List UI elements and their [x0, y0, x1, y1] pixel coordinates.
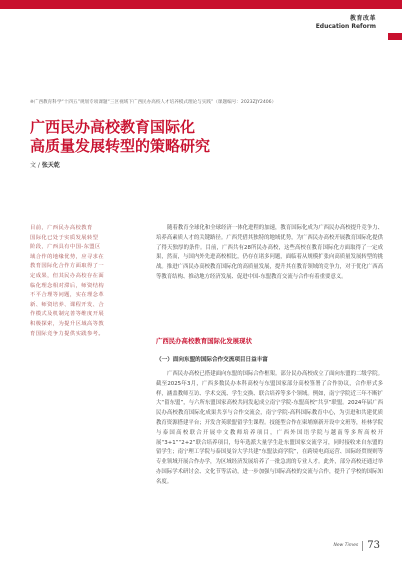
abstract-line: 教育国际化合作方面取得了一 — [30, 263, 105, 270]
author-line — [30, 160, 60, 169]
section-label — [316, 15, 376, 31]
section-label-en: Education Reform — [315, 23, 376, 30]
abstract-line: 作模式及机制完善等维度开展 — [30, 311, 105, 318]
section-label-cn: 教育改革 — [349, 15, 376, 22]
section-heading: 广西民办高校教育国际化发展现状 — [156, 337, 252, 345]
abstract-line: 育国际竞争力提供实践参考。 — [30, 330, 105, 337]
abstract-block — [30, 224, 148, 337]
abstract-line: 新、师资培养、课程开发、合 — [30, 301, 105, 308]
title-line-2: 高质量发展转型的策略研究 — [30, 137, 211, 155]
page-footer — [334, 540, 380, 551]
author-prefix: 文 / — [30, 162, 40, 169]
main-body — [156, 370, 383, 488]
abstract-line: 域合作的地缘优势，应寻求在 — [30, 253, 105, 260]
title-line-1: 广西民办高校教育国际化 — [30, 118, 196, 136]
footer-brand: New Times — [333, 543, 359, 548]
footer-divider — [362, 541, 363, 551]
abstract-line: 临化理念相对滞后，师资结构 — [30, 282, 105, 289]
intro-body — [156, 224, 383, 283]
abstract-line: 定成果，但其民办高校存在面 — [30, 272, 105, 279]
top-accent-band — [0, 0, 402, 9]
article-title — [30, 118, 370, 156]
abstract-line: 阶段，广西具有中国-东盟区 — [30, 244, 101, 251]
page-number: 73 — [367, 540, 380, 551]
abstract-line: 不平合理等问题，实在理念革 — [30, 292, 105, 299]
abstract-line: 国际化已处于实质发展转型 — [30, 234, 99, 241]
fund-note: ※广西教育科学“十四五”规划专项课题“三区视域下广西民办高校人才培养模式理论与实践”（课题编号：2023ZJY2406） — [30, 100, 277, 105]
author-name: 张天乾 — [41, 162, 60, 169]
subsection-heading: （一）面向东盟的国际合作交流项目日益丰富 — [156, 357, 268, 363]
intro-paragraph: 随着教育全球化和全球经济一体化进程的加速，教育国际化成为广西民办高校提升竞争力、培养高素质人才的关键路径。广西凭借其独特的地域优势，为广西民办高校开展教育国际化提供了得天独厚的条件。目前，广西共有28所民办高校，这些高校在教育国际化方面取得了一定成果，然而，与国内外先进高校相比，仍存在诸多问题，面临着从规模扩张向高质量发展转型的挑战。推进广西民办高校教育国际化的高质量发展，提升其在教育领域的竞争力，对于优化广西高等教育结构、推动地方经济发展、促进中国-东盟教育交流与合作有着重要意义。 — [156, 225, 383, 280]
abstract-line: 目前，广西民办高校教育 — [30, 225, 93, 231]
section-accent-bar — [388, 33, 402, 40]
abstract-line: 积极探索，为提升区域高等教 — [30, 320, 105, 327]
body-paragraph: 广西民办高校已搭建面向东盟的国际合作框架。部分民办高校成立了面向东盟的二级学院。截至2025年3月，广西多数民办本科高校与东盟国家部分高校签署了合作协议，合作形式多样，涵盖教师互访、学术交流、学生交换、联合培养等多个领域。例如，南宁学院近三年不断扩大“留东盟”，与六所东盟国家高校共同发起成立南宁学院-东盟高校“共享”联盟。2024年届广西民办高校教育国际化成果共享与合作交流会，南宁学院-高科国际教育中心，为引进和共建优质教育资源搭建平台；开发含英联盟留学生课程。技能型合作在柬埔寨新开设中文班等，桂林学院与泰国高校联合开展中文教师培养项目，广西外国语学院与越南等多所高校开展“3+1”“2+2”联合培养项目，每年选派大量学生赴东盟国家交流学习，同时接收来自东盟的留学生；南宁理工学院与泰国曼谷大学共建“东盟法商学院”，在跨境电商运营、国际经贸规则等专业领域开展合作办学，为区域经济发展培养了一批急需的专业人才。此外，部分高校还通过举办国际学术研讨会、文化节等活动，进一步加强与国际高校的交流与合作，提升了学校的国际知名度。 — [156, 371, 383, 485]
